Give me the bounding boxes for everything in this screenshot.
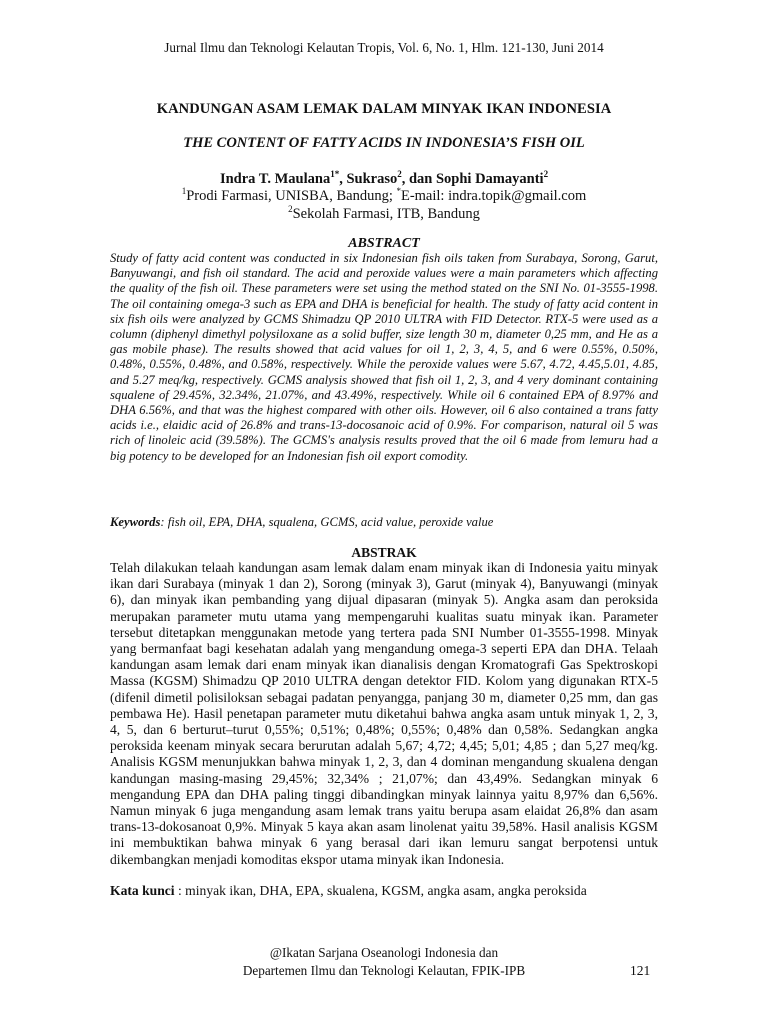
journal-header: Jurnal Ilmu dan Teknologi Kelautan Tropis, Vol. 6, No. 1, Hlm. 121-130, Juni 2014	[164, 40, 604, 55]
keywords-line	[110, 515, 670, 530]
author-superscript: 2	[397, 169, 402, 179]
author-list	[0, 169, 768, 188]
page-number: 121	[630, 963, 651, 978]
abstract-text: Study of fatty acid content was conducted in six Indonesian fish oils taken from Surabaya, Sorong, Garut, Banyuwangi, and fish oil standard. The acid and peroxide values were a main parameters which affecting the quality of the fish oil. These parameters were set using the method stated on the SNI No. 01-3555-1998. The oil containing omega-3 such as EPA and DHA is beneficial for health. The study of fatty acid content in six fish oils were analyzed by GCMS Shimadzu QP 2010 ULTRA with FID Detector. RTX-5 were used as a column (diphenyl dimethyl polysiloxane as a solid buffer, size length 30 m, diameter 0,25 mm, and He as a gas mobile phase). The results showed that acid values for oil 1, 2, 3, 4, 5, and 6 were 0.55%, 0.50%, 0.48%, 0.55%, 0.48%, and 0.58%, respectively. While the peroxide values were 5.67, 4.72, 4.45,5.01, 4.85, and 5.27 meq/kg, respectively. GCMS analysis showed that fish oil 1, 2, 3, and 4 very dominant containing squalene of 29.45%, 32.34%, 21.07%, and 43.49%, respectively. While oil 6 contained EPA of 8.97% and DHA 6.56%, and that was the highest compared with other oils. However, oil 6 also contained a trans fatty acids i.e., elaidic acid of 26.8% and trans-13-docosanoic acid of 0.9%. For comparison, natural oil 5 was rich of linoleic acid (39.58%). The GCMS's analysis results proved that the oil 6 made from lemuru had a big potency to be developed for an Indonesian fish oil export comodity.	[110, 251, 658, 463]
author-name: Indra T. Maulana	[219, 170, 331, 187]
author-superscript: 1*	[330, 169, 340, 179]
author-email: E-mail: indra.topik@gmail.com	[400, 187, 587, 204]
email-superscript: *	[396, 186, 401, 196]
abstract-heading: ABSTRACT	[348, 236, 420, 251]
affiliation-1	[0, 186, 768, 205]
paper-subtitle-english: THE CONTENT OF FATTY ACIDS IN INDONESIA’S FISH OIL	[183, 135, 585, 151]
footer-line-2: Departemen Ilmu dan Teknologi Kelautan, FPIK-IPB	[242, 963, 526, 978]
abstrak-text: Telah dilakukan telaah kandungan asam lemak dalam enam minyak ikan di Indonesia yaitu minyak ikan dari Surabaya (minyak 1 dan 2), Sorong (minyak 3), Garut (minyak 4), Banyuwangi (minyak 6), dan minyak ikan pembanding yang dijual dipasaran (minyak 5). Angka asam dan peroksida merupakan parameter mutu utama yang mempengaruhi kualitas suatu minyak ikan. Parameter tersebut ditetapkan menggunakan metode yang tertera pada SNI Number 01-3555-1998. Minyak yang bermanfaat bagi kesehatan adalah yang mengandung omega-3 seperti EPA dan DHA. Telaah kandungan asam lemak dari enam minyak ikan dianalisis dengan Kromatografi Gas Spektroskopi Massa (KGSM) Shimadzu QP 2010 ULTRA dengan detektor FID. Kolom yang digunakan RTX-5 (difenil dimetil polisiloksan sebagai padatan penyangga, panjang 30 m, diameter 0,25 mm, dan gas pembawa He). Hasil penetapan parameter mutu diketahui bahwa angka asam untuk minyak 1, 2, 3, 4, 5, dan 6 berturut–turut 0,55%; 0,51%; 0,48%; 0,55%; 0,48% dan 0,58%. Sedangkan angka peroksida keenam minyak secara berurutan adalah 5,67; 4,72; 4,45; 5,01; 4,85 ; dan 5,27 meq/kg. Analisis KGSM menunjukkan bahwa minyak 1, 2, 3, dan 4 dominan mengandung skualena dengan kandungan masing-masing 29,45%; 32,34% ; 21,07%; dan 43,49%. Sedangkan minyak 6 mengandung EPA dan DHA paling tinggi dibandingkan minyak lainnya yaitu 8,97% dan 6,56%. Namun minyak 6 juga mengandung asam lemak trans yaitu berupa asam elaidat 26,8% dan asam trans-13-dokosanoat 0,9%. Minyak 5 kaya akan asam linolenat yaitu 39,58%. Hasil analisis KGSM ini membuktikan bahwa minyak 6 yang berasal dari ikan lemuru sangat berpotensi untuk dikembangkan menjadi komoditas ekspor utama minyak ikan Indonesia.	[110, 560, 658, 867]
affiliation-2	[0, 204, 768, 223]
author-name: , Sukraso	[339, 170, 398, 187]
keywords-text: : fish oil, EPA, DHA, squalena, GCMS, acid value, peroxide value	[160, 515, 494, 529]
paper-title: KANDUNGAN ASAM LEMAK DALAM MINYAK IKAN INDONESIA	[156, 101, 612, 117]
author-name: , dan Sophi Damayanti	[401, 170, 544, 187]
affiliation-text: Prodi Farmasi, UNISBA, Bandung;	[186, 187, 397, 204]
affiliation-text: Sekolah Farmasi, ITB, Bandung	[292, 205, 480, 222]
footer-line-1: @Ikatan Sarjana Oseanologi Indonesia dan	[269, 945, 499, 960]
keywords-label: Keywords	[110, 515, 161, 529]
kata-kunci-text: : minyak ikan, DHA, EPA, skualena, KGSM, angka asam, angka peroksida	[174, 883, 587, 898]
affiliation-superscript: 2	[288, 204, 293, 214]
kata-kunci-line	[110, 883, 670, 899]
author-superscript: 2	[543, 169, 549, 179]
affiliation-superscript: 1	[181, 186, 187, 196]
kata-kunci-label: Kata kunci	[110, 883, 175, 898]
abstrak-heading: ABSTRAK	[351, 545, 417, 560]
